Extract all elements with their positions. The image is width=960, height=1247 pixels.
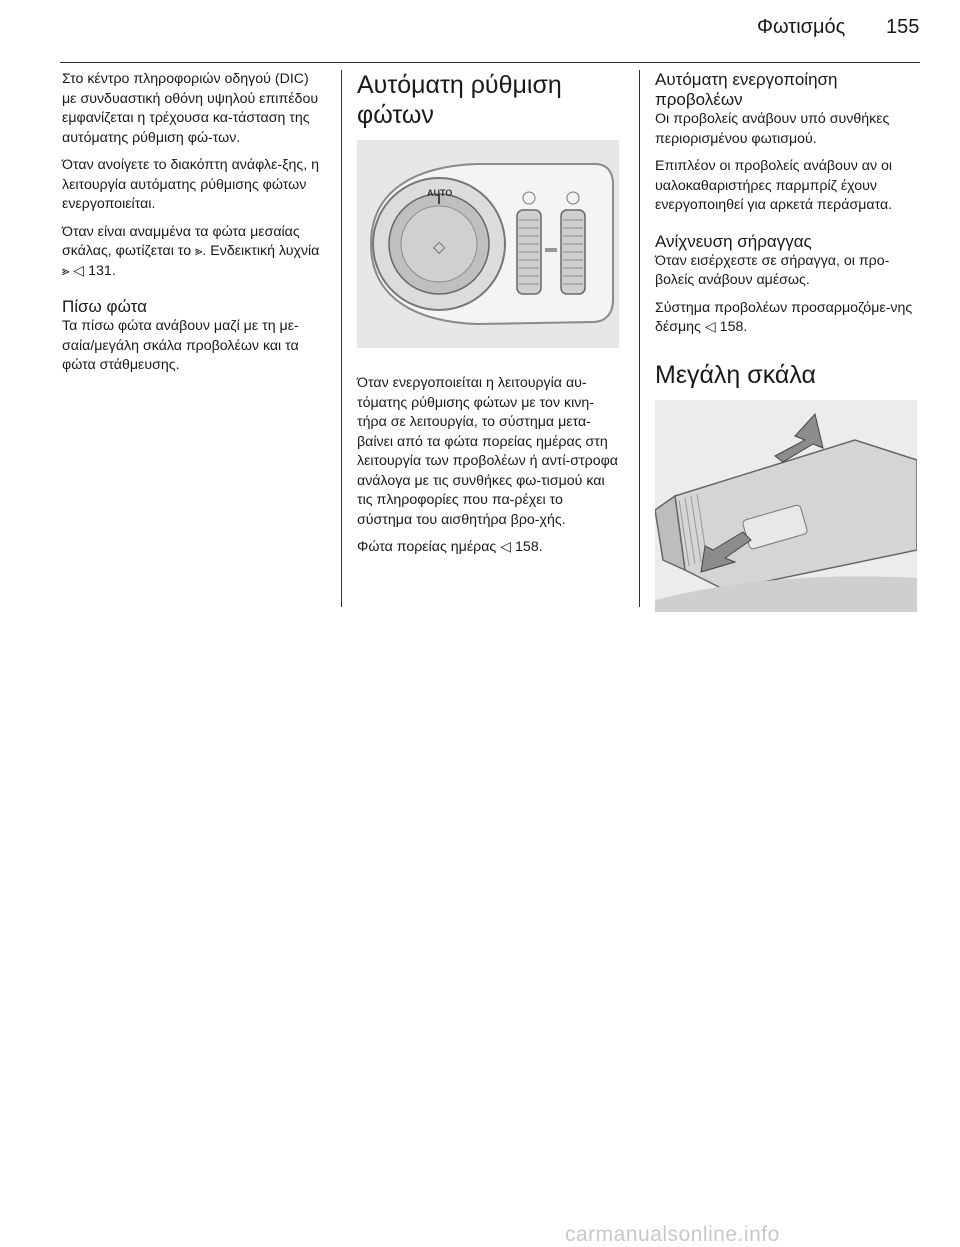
rear-lights-heading: Πίσω φώτα (62, 297, 147, 316)
adaptive-lights-reference[interactable]: Σύστημα προβολέων προσαρμοζόμε-νης δέσμης ◁ 158. (655, 299, 913, 335)
stalk-illustration (655, 400, 917, 612)
page-header (0, 0, 960, 60)
auto-light-heading: Αυτόματη ρύθμιση φώτων (357, 71, 562, 129)
tunnel-heading: Ανίχνευση σήραγγας (655, 231, 812, 251)
stalk-image (655, 400, 917, 612)
column-divider-2 (639, 70, 640, 607)
daytime-lights-reference[interactable]: Φώτα πορείας ημέρας ◁ 158. (357, 539, 543, 555)
column-1 (62, 70, 324, 384)
svg-text:◇: ◇ (433, 237, 446, 256)
wiper-paragraph: Επιπλέον οι προβολείς ανάβουν αν οι υαλοκαθαριστήρες παρμπρίζ έχουν ενεργοποιηθεί για αρκετά περάσματα. (655, 158, 893, 213)
auto-activation-paragraph: Οι προβολείς ανάβουν υπό συνθήκες περιορισμένου φωτισμού. (655, 111, 890, 147)
indicator-text: . Ενδεικτική λυχνία (202, 243, 320, 259)
auto-light-paragraph: Όταν ενεργοποιείται η λειτουργία αυ-τόματης ρύθμισης φώτων με τον κινη-τήρα σε λειτουργία, το σύστημα μετα-βαίνει από τα φώτα πορείας ημέρας στη λειτουργία των προβολέων ή αντί-στροφα ανάλογα με τις συνθήκες φω-τισμού και τις πληροφορίες που πα-ρέχει το σύστημα του αισθητήρα βρο-χής. (357, 375, 618, 528)
page-number: 155 (886, 16, 920, 38)
auto-label: AUTO (427, 188, 453, 198)
low-beam-paragraph (62, 223, 324, 282)
column-2 (357, 70, 622, 566)
light-switch-image (357, 140, 619, 348)
dic-paragraph: Στο κέντρο πληροφοριών οδηγού (DIC) με συνδυαστική οθόνη υψηλού επιπέδου εμφανίζεται η τρέχουσα κα-τάσταση της αυτόματης ρύθμιση φώ-των. (62, 71, 319, 146)
high-beam-heading: Μεγάλη σκάλα (655, 360, 816, 389)
header-rule (60, 62, 920, 63)
page-footer (0, 610, 960, 1246)
page-reference[interactable]: ◁ 131. (73, 262, 116, 279)
rear-lights-paragraph: Τα πίσω φώτα ανάβουν μαζί με τη με-σαία/μεγάλη σκάλα προβολέων και τα φώτα στάθμευσης. (62, 318, 299, 373)
low-beam-text: Όταν είναι αναμμένα τα φώτα μεσαίας σκάλας, φωτίζεται το (62, 223, 300, 259)
low-beam-icon: ⪢ (195, 244, 203, 259)
watermark-logo: carmanualsonline.info (565, 1223, 780, 1246)
column-3 (655, 70, 922, 612)
ignition-paragraph: Όταν ανοίγετε το διακόπτη ανάφλε-ξης, η λειτουργία αυτόματης ρύθμισης φώτων ενεργοποιείται. (62, 157, 320, 212)
auto-activation-heading: Αυτόματη ενεργοποίηση προβολέων (655, 70, 838, 109)
light-switch-illustration (357, 140, 619, 348)
section-title: Φωτισμός (757, 16, 846, 38)
low-beam-indicator-icon: ⪢ (62, 263, 70, 279)
column-divider-1 (341, 70, 342, 607)
tunnel-paragraph: Όταν εισέρχεστε σε σήραγγα, οι προ-βολείς ανάβουν αμέσως. (655, 252, 890, 288)
